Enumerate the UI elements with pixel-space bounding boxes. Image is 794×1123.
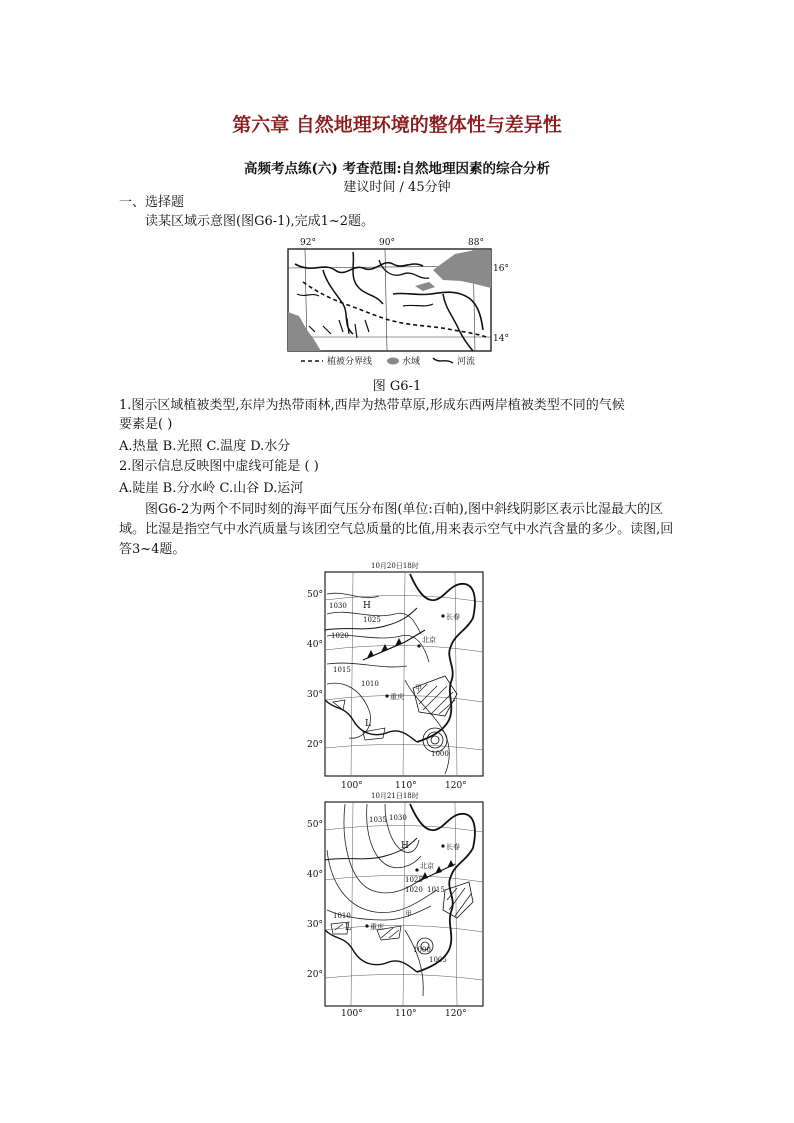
map1w-lat-40: 40° — [307, 640, 323, 650]
map1-sea-ne — [433, 250, 491, 288]
map2w-lat-50: 50° — [307, 820, 323, 830]
map1-sea-sw — [288, 312, 321, 351]
map1-lon-92: 92° — [300, 238, 316, 248]
map2w-lon-120: 120° — [445, 1009, 467, 1019]
map1w-isobar-1020: 1020 — [331, 632, 349, 640]
question-1-line2: 要素是( ) — [119, 417, 173, 432]
weather-map-oct20 — [305, 560, 490, 792]
map2w-lat-30: 30° — [307, 920, 323, 930]
map2w-lon-100: 100° — [341, 1009, 363, 1019]
question-2-stem: 2.图示信息反映图中虚线可能是 ( ) — [119, 459, 319, 474]
map2w-chongqing: 重庆 — [370, 923, 384, 931]
map2w-isobar-1005: 1005 — [429, 956, 447, 964]
map1-lat-16: 16° — [493, 264, 509, 274]
map1w-isobar-1030: 1030 — [329, 602, 347, 610]
practice-title: 高频考点练(六) 考查范围:自然地理因素的综合分析 — [244, 161, 550, 177]
map2w-isobar-1035: 1035 — [369, 816, 387, 824]
map1w-beijing: 北京 — [422, 636, 436, 644]
map1-lake — [415, 282, 435, 291]
intro-2: 图G6-2为两个不同时刻的海平面气压分布图(单位:百帕),图中斜线阴影区表示比湿最大的区域。比湿是指空气中水汽质量与该团空气总质量的比值,用来表示空气中水汽含量的多少。读图,回答3~4题。 — [119, 502, 674, 557]
map1-lon-88: 88° — [468, 238, 484, 248]
map2w-isobar-1000: 1000 — [413, 946, 431, 954]
legend-boundary: 植被分界线 — [327, 357, 373, 367]
map2w-lat-40: 40° — [307, 870, 323, 880]
question-2-options: A.陡崖 B.分水岭 C.山谷 D.运河 — [119, 481, 304, 496]
map1w-lat-30: 30° — [307, 690, 323, 700]
region-map — [283, 234, 515, 374]
map2w-isobar-1025: 1025 — [405, 876, 423, 884]
map1w-isobar-1015: 1015 — [333, 666, 351, 674]
map1w-lon-100: 100° — [341, 781, 363, 791]
chapter-title: 第六章 自然地理环境的整体性与差异性 — [232, 114, 562, 136]
map1w-isobar-1000: 1000 — [431, 750, 449, 758]
map1w-isobar-1010: 1010 — [361, 680, 379, 688]
suggested-time: 建议时间 / 45分钟 — [343, 180, 451, 195]
map1w-chongqing: 重庆 — [390, 693, 404, 701]
map2w-beijing: 北京 — [420, 862, 434, 870]
map2w-isobar-1030: 1030 — [389, 814, 407, 822]
legend-water: 水域 — [402, 357, 421, 367]
legend-river-symbol — [433, 358, 453, 363]
weather-map-oct21 — [305, 790, 490, 1020]
map2w-isobar-1010: 1010 — [333, 912, 351, 920]
figure-caption-g6-1: 图 G6-1 — [372, 379, 422, 394]
section-heading: 一、选择题 — [119, 195, 185, 210]
question-1-line1: 1.图示区域植被类型,东岸为热带雨林,西岸为热带草原,形成东西两岸植被类型不同的气候 — [119, 398, 625, 413]
map1w-isobar-1025: 1025 — [363, 616, 381, 624]
map2w-lat-20: 20° — [307, 970, 323, 980]
map2w-jia: 甲 — [405, 910, 412, 918]
map1-lon-90: 90° — [379, 238, 395, 248]
map1-vegetation-boundary — [303, 282, 489, 338]
legend-river: 河流 — [457, 357, 476, 367]
map1w-changchun: 长春 — [446, 613, 460, 621]
map1w-high: H — [363, 601, 371, 611]
map1w-lat-20: 20° — [307, 740, 323, 750]
legend-water-symbol — [387, 358, 399, 365]
map2w-high: H — [401, 841, 409, 851]
map1w-jia: 甲 — [415, 684, 422, 692]
map-oct20-date: 10月20日18时 — [371, 562, 419, 570]
map1w-lat-50: 50° — [307, 590, 323, 600]
question-1-options: A.热量 B.光照 C.温度 D.水分 — [119, 439, 291, 454]
map1w-lon-110: 110° — [395, 781, 417, 791]
map-oct21-date: 10月21日18时 — [371, 792, 419, 800]
map2w-low: L — [345, 923, 351, 933]
map2w-changchun: 长春 — [446, 843, 460, 851]
map1w-lon-120: 120° — [445, 781, 467, 791]
map1-lat-14: 14° — [493, 334, 509, 344]
map2w-isobar-1020: 1020 — [405, 886, 423, 894]
map1w-low: L — [365, 719, 371, 729]
intro-1: 读某区域示意图(图G6-1),完成1~2题。 — [145, 214, 375, 229]
map2w-isobar-1015: 1015 — [427, 886, 445, 894]
map2w-lon-110: 110° — [395, 1009, 417, 1019]
